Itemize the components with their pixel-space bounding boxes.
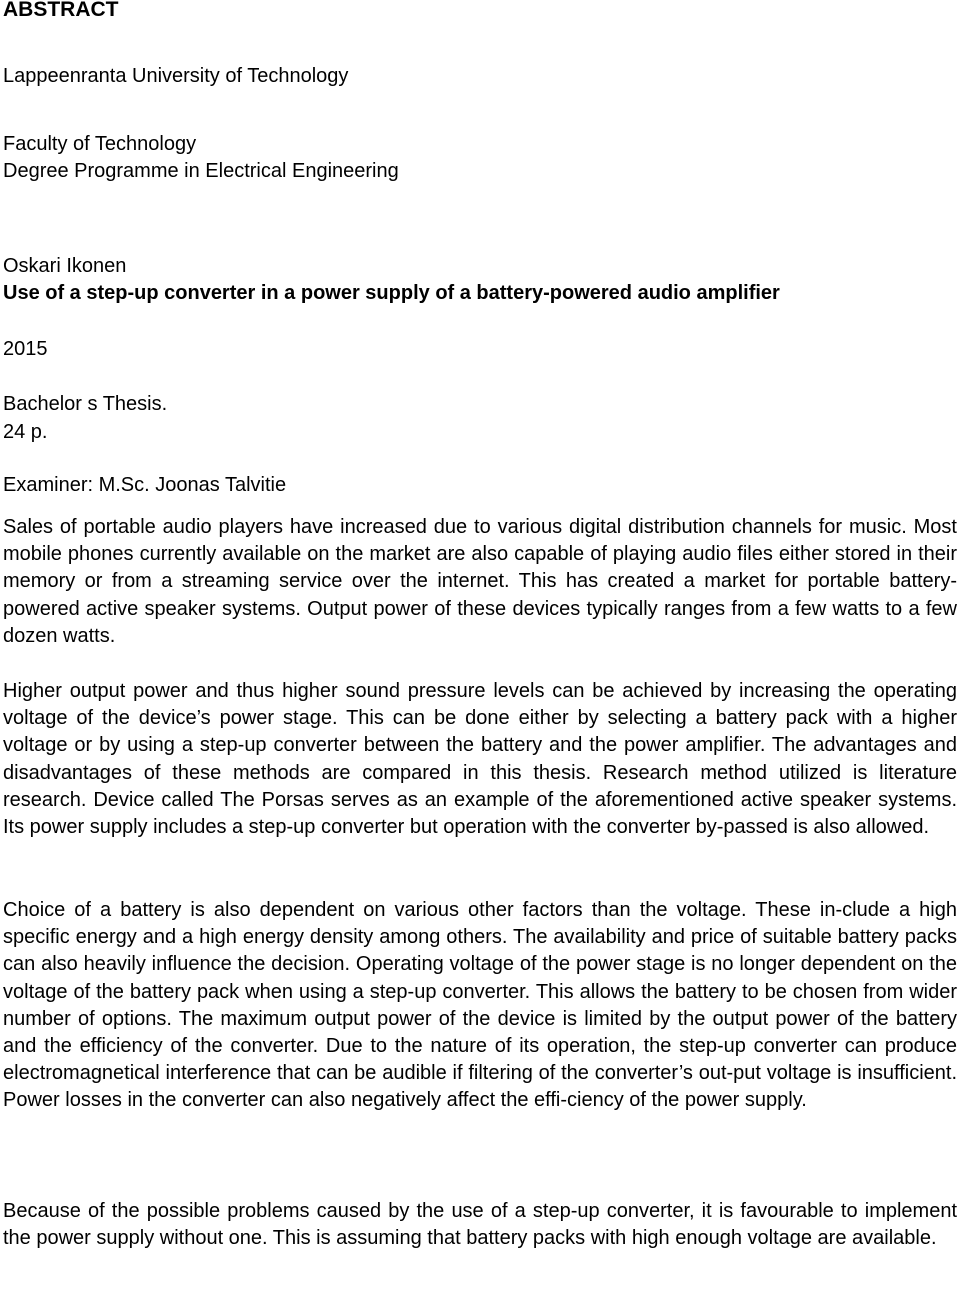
faculty-name: Faculty of Technology bbox=[3, 133, 197, 155]
abstract-paragraph: Choice of a battery is also dependent on various other factors than the voltage. These in-clude a high specific energy and a high energy density among others. The availability and price of suitable battery packs can also heavily influence the decision. Operating voltage of the power stage is no longer dependent on the voltage of the battery pack when using a step-up converter. This allows the battery to be chosen from wider number of options. The maximum output power of the device is limited by the output power of the battery and the efficiency of the converter. Due to the nature of its operation, the step-up converter can produce electromagnetical interference that can be audible if filtering of the converter’s out-put voltage is insufficient. Power losses in the converter can also negatively affect the effi-ciency of the power supply. bbox=[3, 899, 957, 1112]
abstract-paragraph: Because of the possible problems caused by the use of a step-up converter, it is favourable to implement the power supply without one. This is assuming that battery packs with high enough voltage are available. bbox=[3, 1200, 957, 1250]
abstract-paragraph: Higher output power and thus higher sound pressure levels can be achieved by increasing the operating voltage of the device’s power stage. This can be done either by selecting a battery pack with a higher voltage or by using a step-up converter between the battery and the power amplifier. The advantages and disadvantages of these methods are compared in this thesis. Research method utilized is literature research. Device called The Porsas serves as an example of the aforementioned active speaker systems. Its power supply includes a step-up converter but operation with the converter by-passed is also allowed. bbox=[3, 680, 957, 839]
university-name: Lappeenranta University of Technology bbox=[3, 65, 349, 87]
degree-programme: Degree Programme in Electrical Engineering bbox=[3, 160, 399, 182]
page-count: 24 p. bbox=[3, 421, 48, 443]
thesis-type: Bachelor s Thesis. bbox=[3, 393, 168, 415]
thesis-title: Use of a step-up converter in a power supply of a battery-powered audio amplifier bbox=[3, 282, 780, 304]
thesis-year: 2015 bbox=[3, 338, 48, 360]
abstract-paragraph: Sales of portable audio players have increased due to various digital distribution channels for music. Most mobile phones currently available on the market are also capable of playing audio files either stored in their memory or from a streaming service over the internet. This has created a market for portable battery-powered active speaker systems. Output power of these devices typically ranges from a few watts to a few dozen watts. bbox=[3, 516, 957, 647]
examiner-line: Examiner: M.Sc. Joonas Talvitie bbox=[3, 474, 287, 496]
abstract-heading: ABSTRACT bbox=[3, 0, 119, 21]
author-name: Oskari Ikonen bbox=[3, 255, 127, 277]
